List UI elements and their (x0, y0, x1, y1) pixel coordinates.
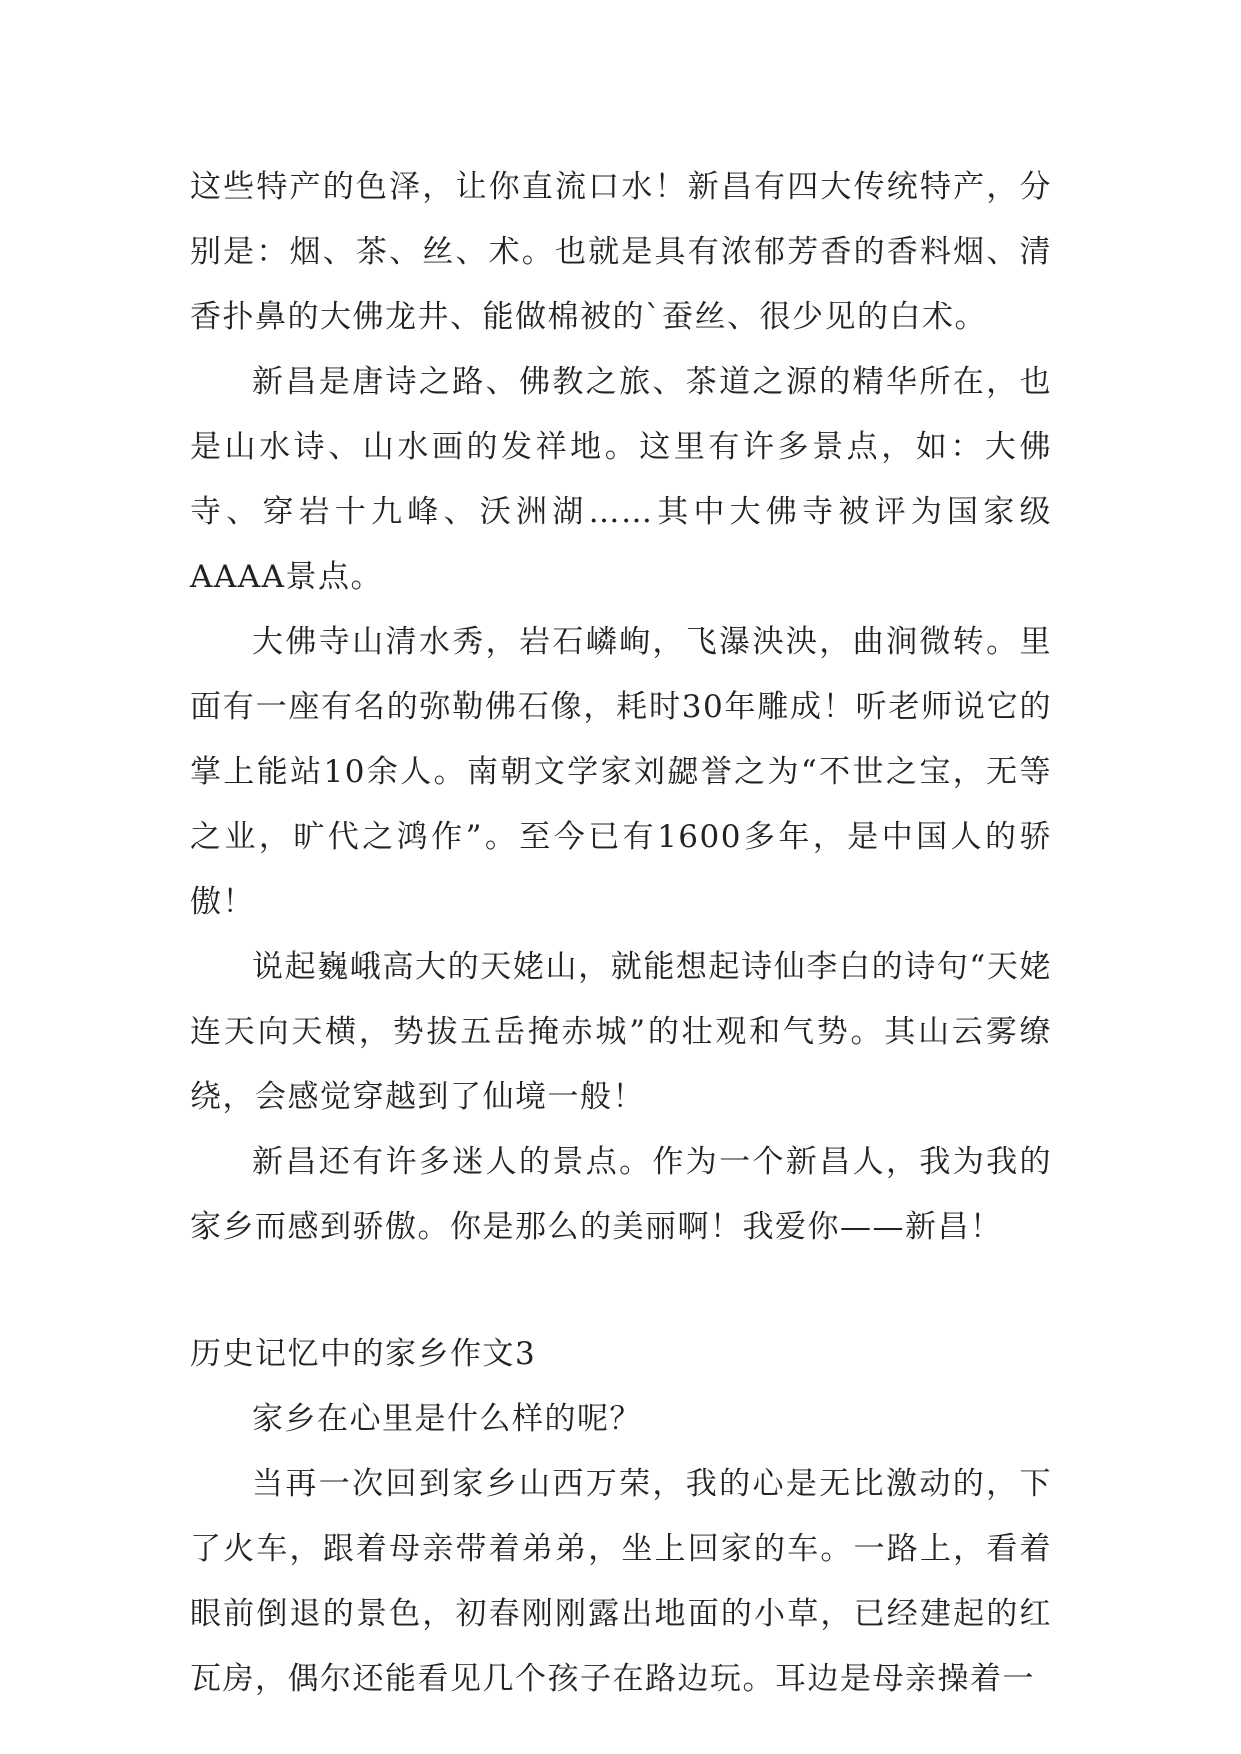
paragraph-tang-poetry-road: 新昌是唐诗之路、佛教之旅、茶道之源的精华所在，也是山水诗、山水画的发祥地。这里有许多景点，如：大佛寺、穿岩十九峰、沃洲湖……其中大佛寺被评为国家级AAAA景点。 (190, 364, 1052, 595)
paragraph-tianmu-mountain: 说起巍峨高大的天姥山，就能想起诗仙李白的诗句“天姥连天向天横，势拔五岳掩赤城”的壮观和气势。其山云雾缭绕，会感觉穿越到了仙境一般！ (190, 949, 1052, 1115)
essay-heading: 历史记忆中的家乡作文3 (190, 1336, 537, 1372)
paragraph-conclusion: 新昌还有许多迷人的景点。作为一个新昌人，我为我的家乡而感到骄傲。你是那么的美丽啊！我爱你——新昌！ (190, 1144, 1052, 1245)
paragraph-dafo-temple: 大佛寺山清水秀，岩石嶙峋，飞瀑泱泱，曲涧微转。里面有一座有名的弥勒佛石像，耗时30年雕成！听老师说它的掌上能站10余人。南朝文学家刘勰誉之为“不世之宝，无等之业，旷代之鸿作”。至今已有1600多年，是中国人的骄傲！ (190, 624, 1052, 920)
paragraph-specialties: 这些特产的色泽，让你直流口水！新昌有四大传统特产，分别是：烟、茶、丝、术。也就是具有浓郁芳香的香料烟、清香扑鼻的大佛龙井、能做棉被的`蚕丝、很少见的白术。 (190, 169, 1052, 335)
paragraph-return-home: 当再一次回到家乡山西万荣，我的心是无比激动的，下了火车，跟着母亲带着弟弟，坐上回家的车。一路上，看着眼前倒退的景色，初春刚刚露出地面的小草，已经建起的红瓦房，偶尔还能看见几个孩子在路边玩。耳边是母亲操着一 (190, 1466, 1052, 1697)
document-page (190, 155, 1052, 1712)
paragraph-question: 家乡在心里是什么样的呢？ (252, 1401, 642, 1437)
